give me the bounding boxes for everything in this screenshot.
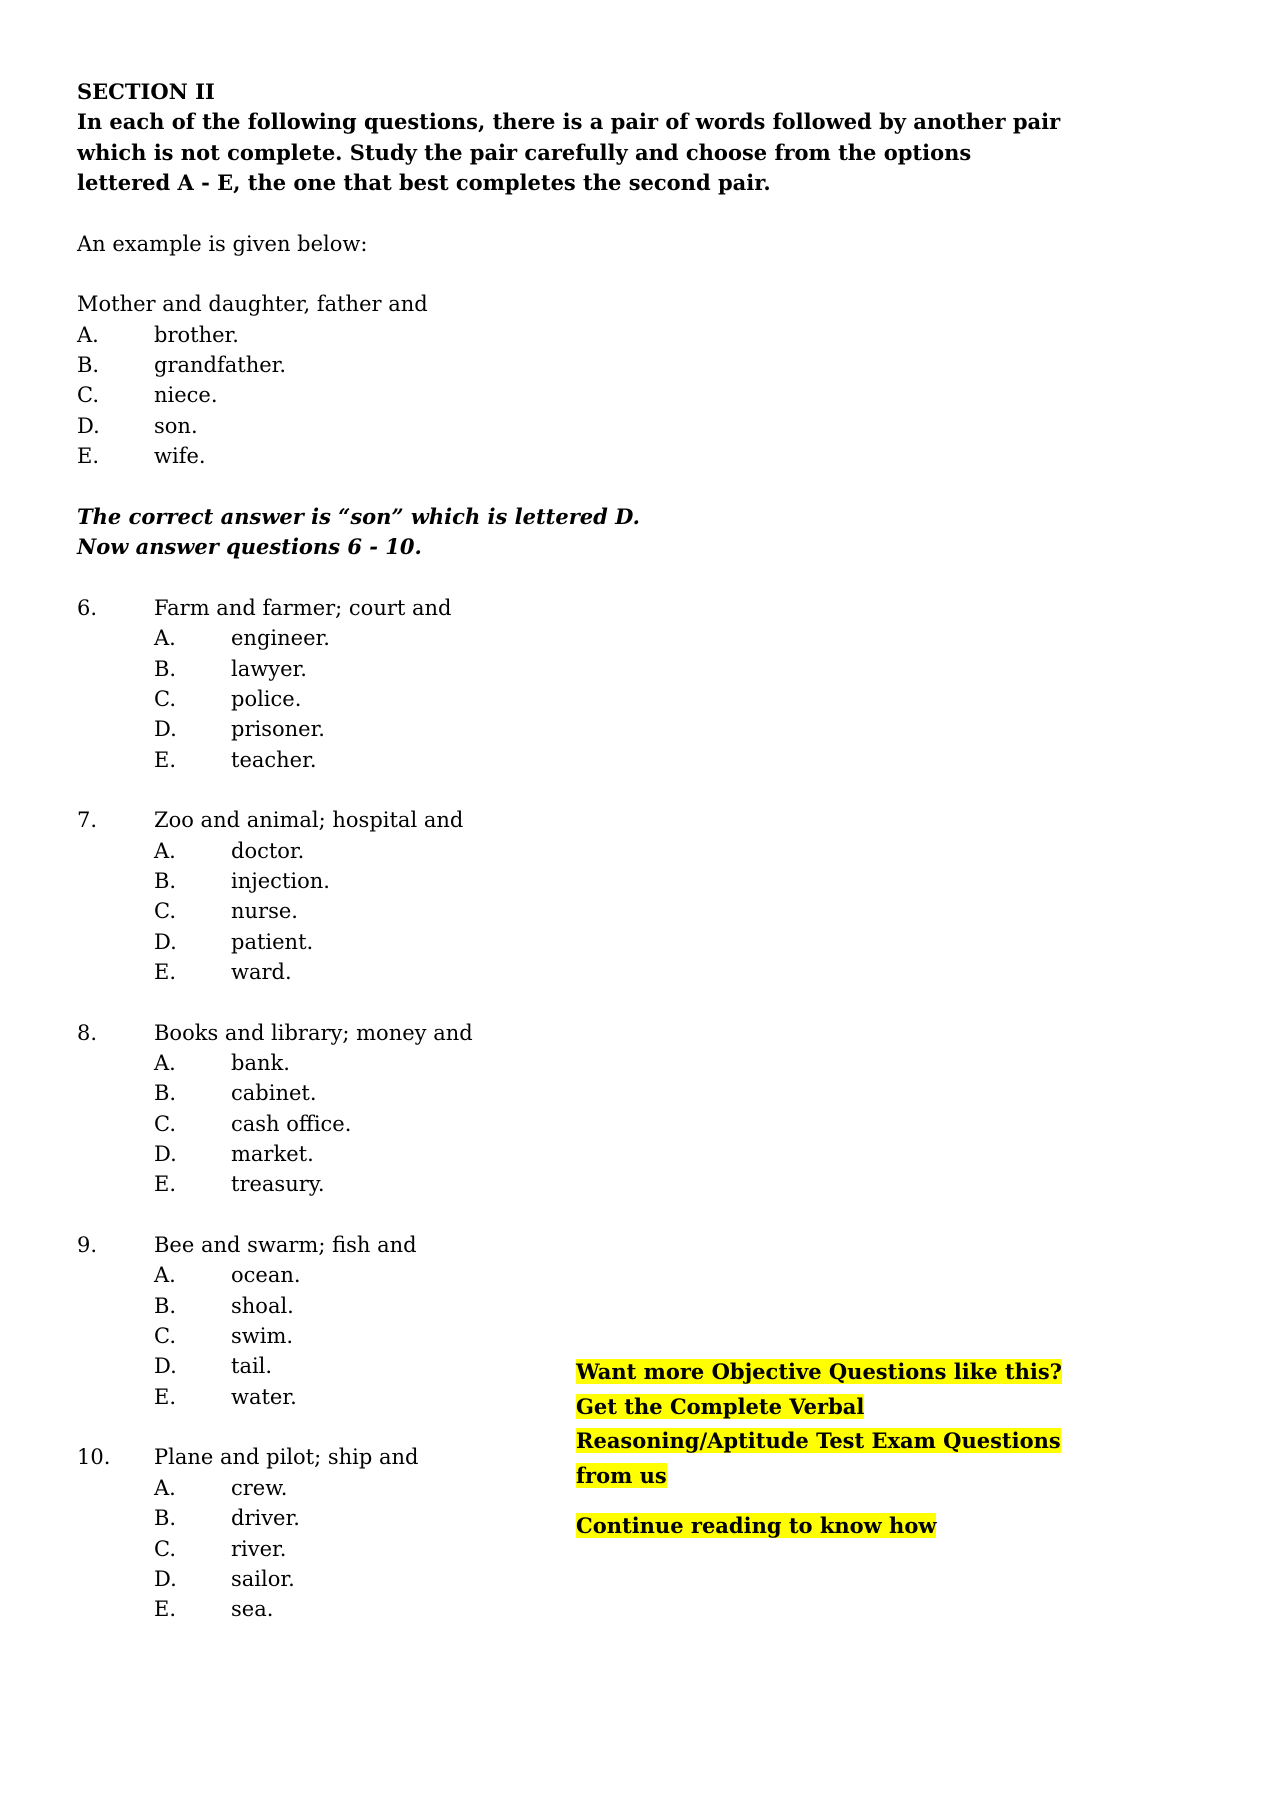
option-text: bank. [231, 1051, 290, 1075]
example-intro: An example is given below: [77, 231, 368, 256]
option [77, 684, 1207, 714]
option-text: ward. [231, 959, 292, 984]
option-letter: B. [154, 868, 177, 893]
option-letter: E. [154, 1384, 177, 1409]
option [77, 1048, 1207, 1078]
option-letter: E. [154, 959, 177, 984]
option [77, 1321, 1207, 1351]
question-stem: Books and library; money and [154, 1020, 473, 1045]
option-letter: D. [154, 1142, 177, 1167]
option-text: treasury. [231, 1172, 325, 1197]
question [77, 1018, 1207, 1200]
option-text: doctor. [231, 838, 305, 863]
option-text: prisoner. [231, 717, 325, 742]
question-number: 10. [77, 1445, 111, 1470]
option-letter: E. [154, 1172, 177, 1197]
option-letter: E. [154, 747, 177, 772]
option [77, 1291, 1207, 1321]
option-letter: A. [154, 1051, 176, 1075]
option-text: engineer. [231, 626, 330, 651]
promo-cta: Continue reading to know how [576, 1512, 937, 1538]
option [77, 1564, 1207, 1594]
question [77, 805, 1207, 987]
answer-note: The correct answer is “son” which is lettered D. [77, 503, 640, 529]
option-text: cash office. [231, 1111, 352, 1136]
option [77, 380, 1207, 410]
option-text: injection. [231, 868, 330, 893]
option-text: patient. [231, 929, 314, 954]
option [77, 714, 1207, 744]
option-text: teacher. [231, 747, 317, 772]
option-letter: A. [154, 1475, 176, 1500]
question-number: 7. [77, 808, 98, 833]
question-number: 8. [77, 1020, 98, 1045]
option [77, 350, 1207, 380]
option-letter: D. [77, 413, 100, 438]
question-stem: Plane and pilot; ship and [154, 1445, 419, 1470]
option-letter: B. [154, 1081, 177, 1106]
option-letter: E. [154, 1597, 177, 1622]
promo-box [576, 1355, 1062, 1544]
option-letter: A. [154, 838, 176, 863]
promo-line: Reasoning/Aptitude Test Exam Questions [576, 1428, 1061, 1454]
option-letter: B. [154, 1506, 177, 1531]
option-letter: C. [154, 1324, 176, 1349]
option [77, 623, 1207, 653]
option-text: cabinet. [231, 1081, 317, 1106]
option [77, 927, 1207, 957]
option [77, 1139, 1207, 1169]
question [77, 593, 1207, 775]
option [77, 320, 1207, 350]
option-text: police. [231, 686, 302, 711]
option-text: son. [154, 413, 198, 438]
option-text: water. [231, 1384, 297, 1409]
option-text: niece. [154, 383, 218, 408]
option-text: swim. [231, 1324, 294, 1349]
answer-instruction: Now answer questions 6 - 10. [77, 534, 422, 560]
option [77, 745, 1207, 775]
example-options [77, 320, 1207, 472]
option-letter: D. [154, 717, 177, 742]
option-text: grandfather. [154, 353, 287, 378]
question-stem: Zoo and animal; hospital and [154, 808, 464, 833]
option-letter: B. [154, 656, 177, 681]
option-text: wife. [154, 444, 206, 469]
option-letter: D. [154, 929, 177, 954]
option-letter: C. [154, 899, 176, 924]
option-text: nurse. [231, 899, 298, 924]
option-text: sea. [231, 1597, 274, 1622]
option-letter: B. [77, 353, 100, 378]
option-text: driver. [231, 1506, 300, 1531]
option [77, 1594, 1207, 1624]
option-text: sailor. [231, 1566, 295, 1591]
option-text: shoal. [231, 1293, 294, 1318]
option-letter: C. [154, 1111, 176, 1136]
option-letter: B. [154, 1293, 177, 1318]
option [77, 957, 1207, 987]
option-letter: C. [154, 686, 176, 711]
instruction-line: which is not complete. Study the pair carefully and choose from the options [77, 139, 972, 165]
option [77, 654, 1207, 684]
option-letter: C. [154, 1536, 176, 1561]
option-text: market. [231, 1142, 314, 1167]
option-letter: A. [154, 626, 176, 651]
option-text: lawyer. [231, 656, 307, 681]
option-letter: E. [77, 444, 100, 469]
option-text: river. [231, 1536, 287, 1561]
option [77, 1169, 1207, 1199]
option [77, 866, 1207, 896]
option-letter: D. [154, 1566, 177, 1591]
option-text: brother. [154, 322, 239, 347]
option-letter: A. [77, 322, 99, 347]
option [77, 1260, 1207, 1290]
question-stem: Bee and swarm; fish and [154, 1233, 417, 1258]
instruction-line: lettered A - E, the one that best completes the second pair. [77, 170, 771, 196]
option [77, 1078, 1207, 1108]
example-stem: Mother and daughter, father and [77, 292, 428, 317]
section-title: SECTION II [77, 79, 215, 104]
question-number: 6. [77, 595, 98, 620]
option-text: tail. [231, 1354, 273, 1379]
option [77, 896, 1207, 926]
option [77, 411, 1207, 441]
option-letter: D. [154, 1354, 177, 1379]
promo-line: Want more Objective Questions like this? [576, 1359, 1062, 1384]
option-letter: A. [154, 1263, 176, 1288]
instruction-line: In each of the following questions, there is a pair of words followed by another pair [77, 109, 1061, 135]
option-text: ocean. [231, 1263, 301, 1288]
option [77, 836, 1207, 866]
option [77, 441, 1207, 471]
option [77, 1109, 1207, 1139]
option-letter: C. [77, 383, 99, 408]
question-number: 9. [77, 1233, 98, 1258]
promo-line: Get the Complete Verbal [576, 1393, 865, 1419]
option-text: crew. [231, 1475, 288, 1500]
question-stem: Farm and farmer; court and [154, 595, 452, 620]
promo-line: from us [576, 1463, 667, 1489]
